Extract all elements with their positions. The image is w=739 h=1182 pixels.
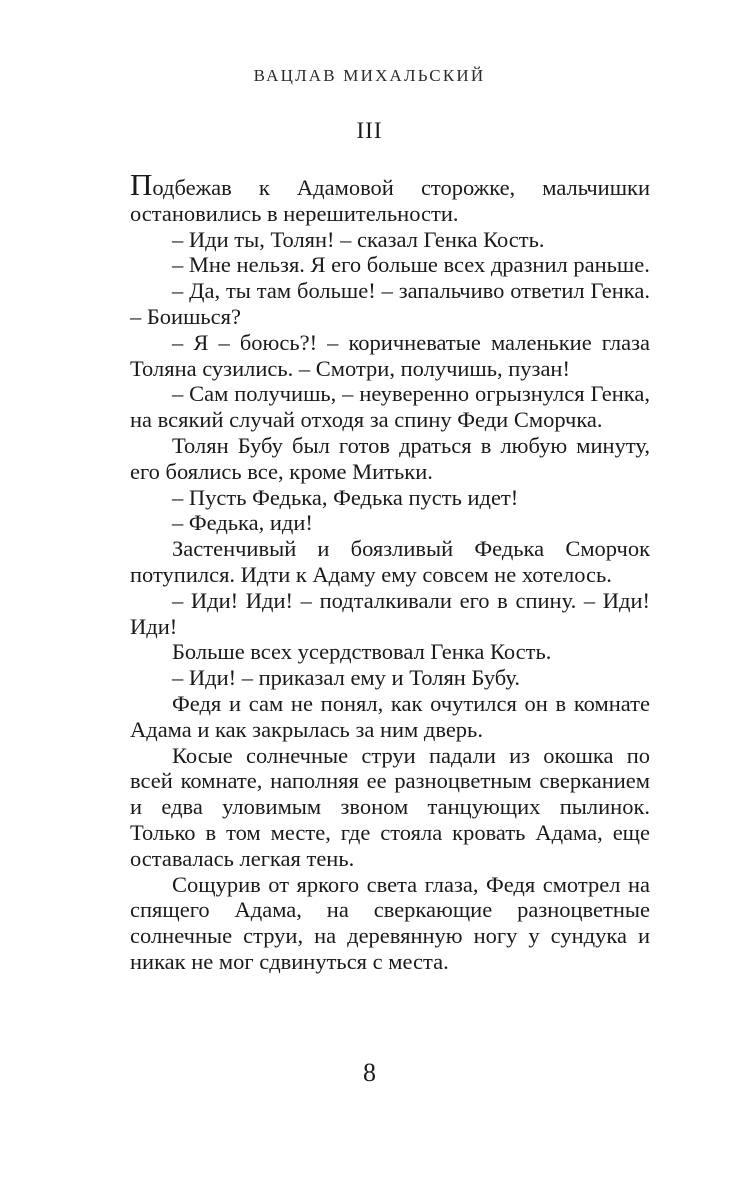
paragraph: – Иди! Иди! – подталкивали его в спину. – Иди! Иди! [130,587,650,639]
chapter-number: III [356,118,383,143]
paragraph: – Мне нельзя. Я его больше всех дразнил раньше. [172,252,650,278]
paragraph: – Федька, иди! [172,510,313,536]
paragraph: – Иди ты, Толян! – сказал Генка Кость. [172,226,545,252]
paragraph: – Да, ты там больше! – запальчиво ответил Генка. – Боишься? [130,278,650,329]
paragraph: Косые солнечные струи падали из окошка по всей комнате, наполняя ее разноцветным сверканием и едва уловимым звоном танцующих пылинок. Только в том месте, где стояла кровать Адама, еще оставалась легкая тень. [130,742,650,871]
paragraph: Застенчивый и боязливый Федька Сморчок потупился. Идти к Адаму ему совсем не хотелось. [130,536,650,587]
paragraph [130,167,650,227]
paragraph: – Пусть Федька, Федька пусть идет! [172,484,519,510]
running-header-author: ВАЦЛАВ МИХАЛЬСКИЙ [253,66,486,85]
paragraph: Сощурив от яркого света глаза, Федя смотрел на спящего Адама, на сверкающие разноцветные солнечные струи, на деревянную ногу у сундука и никак не мог сдвинуться с места. [130,871,650,974]
body-text [130,167,650,975]
paragraph: Больше всех усердствовал Генка Кость. [172,639,552,665]
paragraph: Федя и сам не понял, как очутился он в комнате Адама и как закрылась за ним дверь. [130,690,650,742]
paragraph: – Иди! – приказал ему и Толян Бубу. [172,665,520,691]
page-number: 8 [363,1058,376,1087]
paragraph: Толян Бубу был готов драться в любую минуту, его боялись все, кроме Митьки. [130,432,650,484]
initial-letter: П [130,167,153,202]
paragraph: – Сам получишь, – неуверенно огрызнулся Генка, на всякий случай отходя за спину Феди Сморчка. [130,381,650,433]
paragraph: – Я – боюсь?! – коричневатые маленькие глаза Толяна сузились. – Смотри, получишь, пузан! [130,329,650,381]
paragraph-text: одбежав к Адамовой сторожке, мальчишки остановились в нерешительности. [130,175,650,226]
